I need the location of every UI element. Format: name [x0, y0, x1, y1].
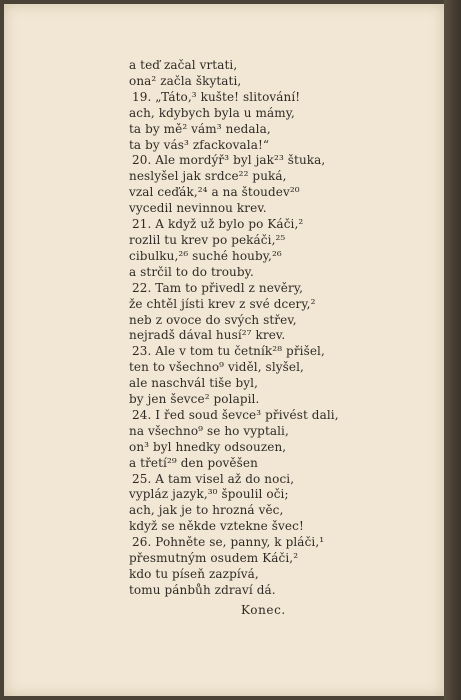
poem-line: ta by vás³ zfackovala!“ [129, 137, 270, 152]
poem-line: ach, kdybych byla u mámy, [129, 105, 295, 120]
stanza-first-line: 25. A tam visel až do noci, [132, 471, 295, 486]
poem-line: vzal ceďák,²⁴ a na štoudev²⁰ [129, 185, 300, 200]
poem-line: rozlil tu krev po pekáči,²⁵ [129, 232, 286, 247]
poem-line: vypláz jazyk,³⁰ špoulil oči; [129, 487, 289, 502]
poem-line: kdo tu píseň zazpívá, [129, 567, 259, 581]
poem-line: cibulku,²⁶ suché houby,²⁶ [129, 248, 282, 263]
poem-line: na všechno⁹ se ho vyptali, [129, 423, 289, 438]
stanza-first-line: 20. Ale mordýř³ byl jak²³ štuka, [132, 153, 326, 168]
poem-line: když se někde vztekne švec! [129, 519, 304, 534]
stanza-first-line: 24. I řed soud ševce³ přivést dali, [132, 407, 339, 422]
stanza-first-line: 26. Pohněte se, panny, k pláči,¹ [132, 535, 325, 550]
poem-line: on³ byl hnedky odsouzen, [129, 439, 287, 454]
poem-line: neslyšel jak srdce²² puká, [129, 169, 287, 184]
page-edge-shadow [444, 0, 461, 700]
poem-line: nejradš dával husí²⁷ krev. [129, 328, 286, 343]
poem-line: ona² začla škytati, [129, 73, 242, 88]
ending-word: Konec. [241, 603, 286, 617]
poem-line: a teď začal vrtati, [129, 58, 238, 72]
poem-line: ach, jak je to hrozná věc, [129, 503, 284, 518]
stanza-first-line: 22. Tam to přivedl z nevěry, [132, 280, 304, 295]
poem-line: že chtěl jísti krev z své dcery,² [129, 296, 316, 311]
poem-line: tomu pánbůh zdraví dá. [129, 582, 276, 597]
poem-text [129, 58, 429, 599]
poem-line: ta by mě² vám³ nedala, [129, 121, 271, 136]
stanza-first-line: 21. A když už bylo po Káči,² [132, 217, 304, 232]
poem-line: přesmutným osudem Káči,² [129, 551, 299, 566]
stanza-first-line: 23. Ale v tom tu četník²⁸ přišel, [132, 344, 325, 359]
poem-line: ale naschvál tiše byl, [129, 376, 259, 391]
poem-line: a třetí²⁹ den pověšen [129, 455, 258, 470]
poem-line: neb z ovoce do svých střev, [129, 312, 297, 327]
poem-line: by jen ševce² polapil. [129, 392, 260, 407]
poem-line: a strčil to do trouby. [129, 264, 254, 279]
poem-line: vycedil nevinnou krev. [129, 201, 267, 216]
stanza-first-line: 19. „Táto,³ kušte! slitování! [132, 89, 301, 104]
poem-line: ten to všechno⁹ viděl, slyšel, [129, 360, 304, 375]
